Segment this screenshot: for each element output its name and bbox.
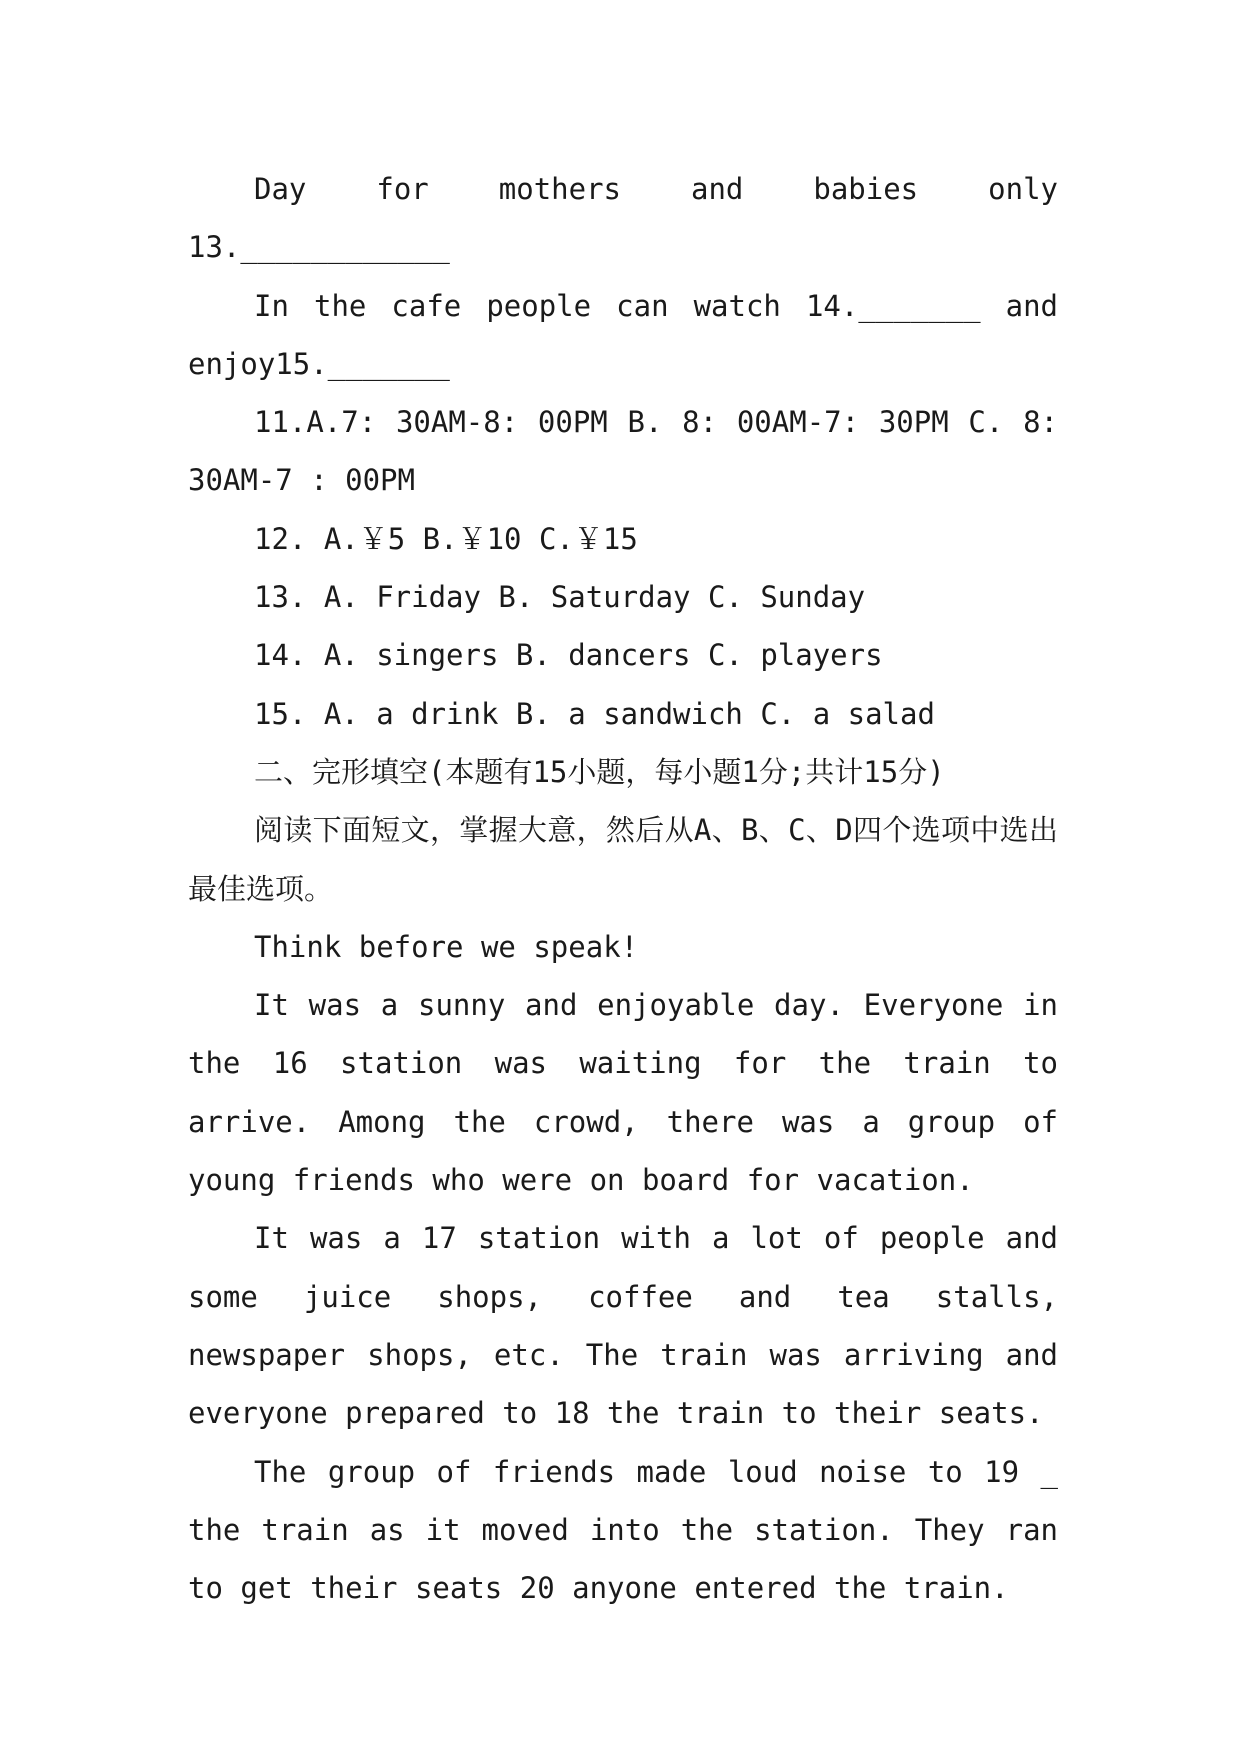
passage-paragraph-2: It was a 17 station with a lot of people and some juice shops, coffee and tea stalls, newspaper shops, etc. The train was arriving and everyone prepared to 18 the train to their seats. <box>188 1221 1058 1431</box>
cloze-instructions: 阅读下面短文，掌握大意，然后从A、B、C、D四个选项中选出最佳选项。 <box>188 813 1058 906</box>
passage-paragraph-1: It was a sunny and enjoyable day. Everyone in the 16 station was waiting for the train to arrive. Among the crowd, there was a group of young friends who were on board for vacation. <box>188 988 1058 1198</box>
question-12-options: 12. A.￥5 B.￥10 C.￥15 <box>254 521 638 556</box>
passage-title: Think before we speak! <box>254 929 639 964</box>
question-15-options: 15. A. a drink B. a sandwich C. a salad <box>254 696 935 731</box>
question-11-options: 11.A.7: 30AM-8: 00PM B. 8: 00AM-7: 30PM C. 8: 30AM-7 : 00PM <box>188 405 1058 498</box>
question-13-options: 13. A. Friday B. Saturday C. Sunday <box>254 580 866 615</box>
passage-paragraph-3: The group of friends made loud noise to 19 _ the train as it moved into the station. They ran to get their seats 20 anyone entered the train. <box>188 1454 1058 1606</box>
section-heading-cloze: 二、完形填空(本题有15小题，每小题1分;共计15分) <box>254 754 945 789</box>
document-page <box>188 160 1058 1617</box>
fill-blank-14-15: In the cafe people can watch 14._______ and enjoy15._______ <box>188 288 1058 381</box>
question-14-options: 14. A. singers B. dancers C. players <box>254 638 883 673</box>
fill-blank-13: Day for mothers and babies only 13.____________ <box>188 172 1058 265</box>
